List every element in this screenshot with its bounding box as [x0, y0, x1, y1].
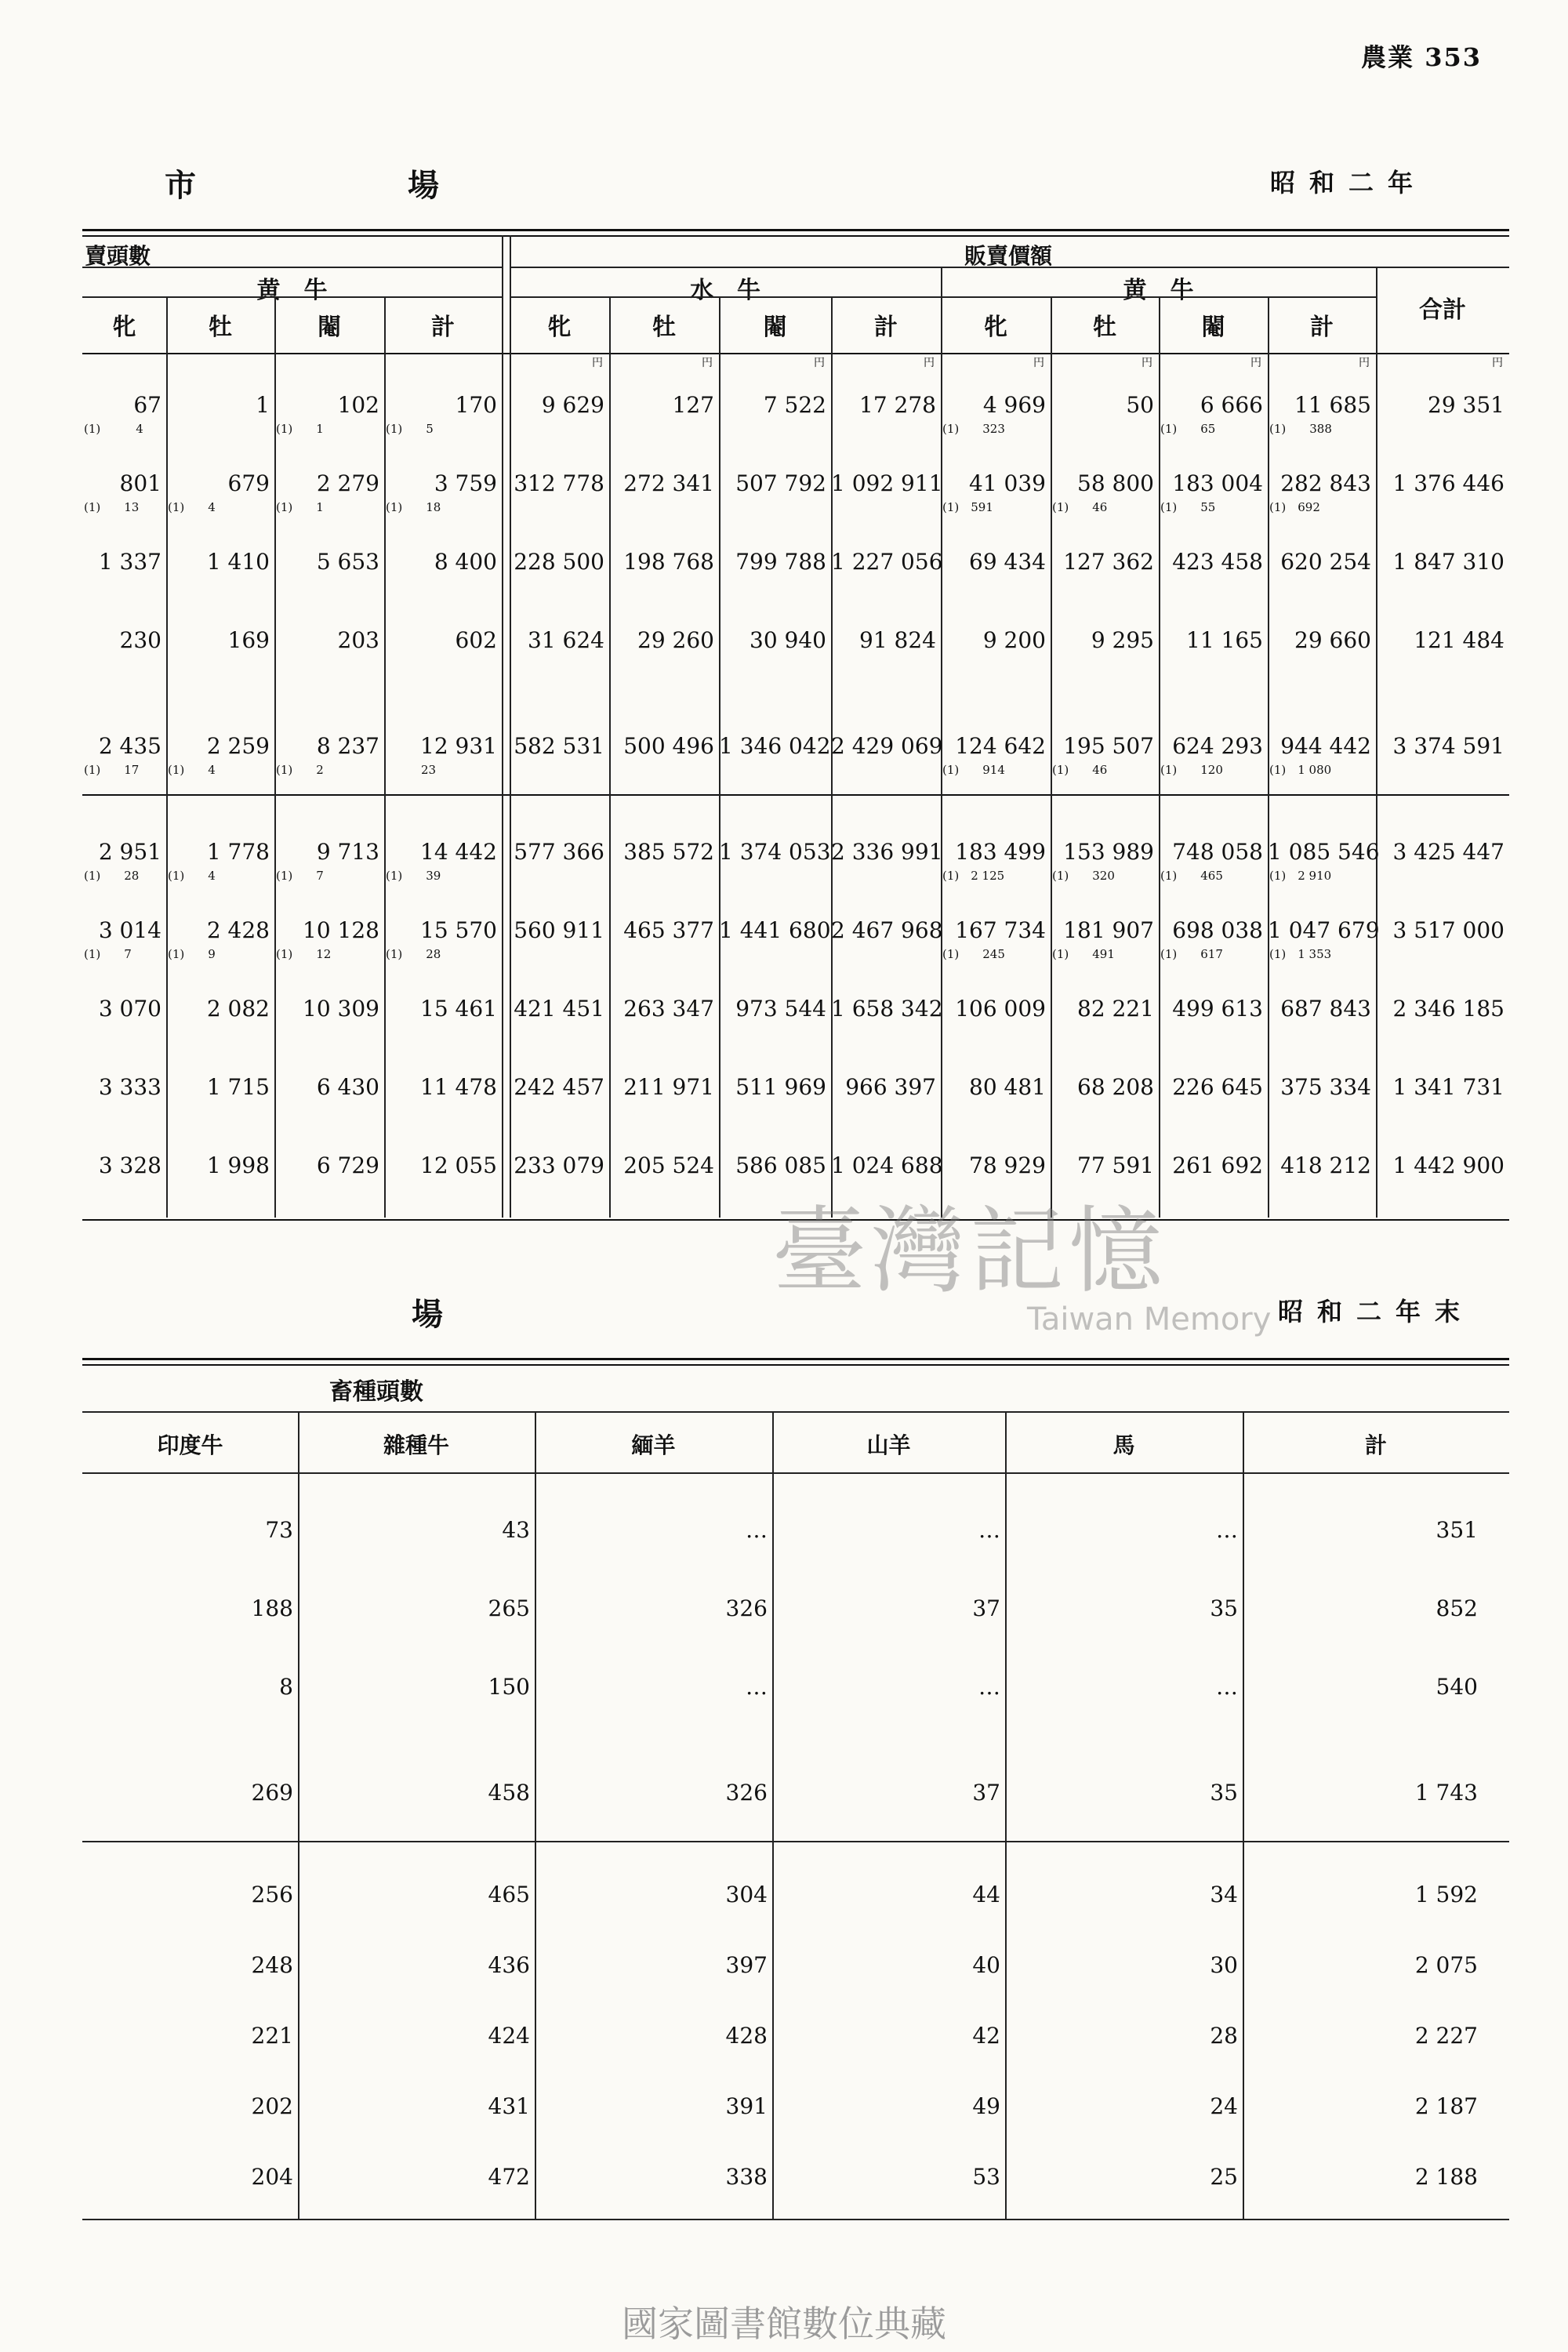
top-cell: 7 522	[763, 392, 826, 418]
bottom-cell: …	[1216, 1517, 1238, 1543]
bottom-cell: 338	[725, 2164, 768, 2190]
top-cell: 282 843	[1280, 470, 1371, 496]
top-subnote: (1) 692	[1269, 500, 1320, 514]
top-subnote: (1) 7	[276, 869, 324, 883]
top-cell: 1 047 679	[1268, 917, 1380, 943]
top-cell: 67	[133, 392, 162, 418]
top-cell: 1 341 731	[1392, 1074, 1504, 1100]
bottom-cell: 8	[279, 1674, 293, 1700]
top-cell: 3 070	[98, 996, 162, 1022]
bottom-cell: 202	[251, 2093, 293, 2119]
top-cell: 181 907	[1063, 917, 1154, 943]
unit-yen-label: 円	[814, 357, 825, 369]
top-cell: 3 328	[98, 1152, 162, 1178]
bottom-cell: …	[746, 1517, 768, 1543]
top-cell: 1 085 546	[1268, 839, 1380, 865]
top-cell: 272 341	[623, 470, 714, 496]
top-subnote: (1) 323	[942, 422, 1005, 436]
bottom-cell: 431	[488, 2093, 530, 2119]
top-subnote: (1) 55	[1160, 500, 1216, 514]
top-subnote: (1) 17	[84, 763, 140, 777]
top-cell: 228 500	[514, 549, 604, 575]
top-col-header: 閹	[318, 314, 341, 341]
bottom-cell: 25	[1210, 2164, 1238, 2190]
bottom-cell: 540	[1436, 1674, 1478, 1700]
top-subnote: (1) 13	[84, 500, 140, 514]
bottom-cell: 34	[1210, 1882, 1238, 1907]
top-cell: 205 524	[623, 1152, 714, 1178]
bottom-col-header: 印度牛	[157, 1432, 223, 1458]
bottom-cell: 37	[972, 1780, 1000, 1806]
top-cell: 499 613	[1172, 996, 1263, 1022]
top-cell: 973 544	[735, 996, 826, 1022]
title-bottom: 場	[412, 1296, 443, 1333]
top-cell: 203	[337, 627, 379, 653]
top-cell: 9 295	[1091, 627, 1154, 653]
top-cell: 2 435	[98, 733, 162, 759]
top-cell: 11 478	[420, 1074, 497, 1100]
bottom-cell: 458	[488, 1780, 530, 1806]
top-cell: 242 457	[514, 1074, 604, 1100]
top-cell: 1 658 342	[831, 996, 943, 1022]
top-table-rule	[82, 229, 1509, 237]
top-cell: 183 004	[1172, 470, 1263, 496]
top-cell: 3 425 447	[1392, 839, 1504, 865]
top-cell: 29 351	[1428, 392, 1504, 418]
top-cell: 6 666	[1200, 392, 1263, 418]
top-cell: 687 843	[1280, 996, 1371, 1022]
top-cell: 29 260	[637, 627, 714, 653]
top-cell: 1 376 446	[1392, 470, 1504, 496]
era-label-top: 昭和二年	[1270, 168, 1428, 198]
bottom-cell: 40	[972, 1952, 1000, 1978]
top-cell: 29 660	[1294, 627, 1371, 653]
bottom-cell: 2 227	[1414, 2023, 1478, 2049]
top-cell: 233 079	[514, 1152, 604, 1178]
top-cell: 9 713	[316, 839, 379, 865]
top-cell: 167 734	[955, 917, 1046, 943]
top-cell: 312 778	[514, 470, 604, 496]
top-cell: 82 221	[1077, 996, 1154, 1022]
top-cell: 586 085	[735, 1152, 826, 1178]
top-cell: 183 499	[955, 839, 1046, 865]
top-cell: 15 570	[420, 917, 497, 943]
top-cell: 12 931	[420, 733, 497, 759]
top-subnote: (1) 28	[84, 869, 140, 883]
top-subnote: (1) 18	[386, 500, 441, 514]
top-subnote: (1) 12	[276, 947, 332, 961]
top-cell: 1 998	[206, 1152, 270, 1178]
bottom-table-rule	[82, 1358, 1509, 1366]
top-cell: 577 366	[514, 839, 604, 865]
bottom-cell: …	[1216, 1674, 1238, 1700]
unit-yen-label: 円	[1492, 357, 1503, 369]
top-cell: 560 911	[514, 917, 604, 943]
top-cell: 195 507	[1063, 733, 1154, 759]
bottom-cell: 35	[1210, 1780, 1238, 1806]
top-cell: 3 333	[98, 1074, 162, 1100]
bottom-cell: 428	[725, 2023, 768, 2049]
unit-yen-label: 円	[1033, 357, 1044, 369]
top-cell: 169	[227, 627, 270, 653]
top-col-header: 閹	[763, 314, 787, 341]
top-cell: 375 334	[1280, 1074, 1371, 1100]
top-subnote: (1) 46	[1052, 500, 1108, 514]
top-subnote: (1) 245	[942, 947, 1005, 961]
top-subnote: (1) 2 125	[942, 869, 1005, 883]
top-cell: 17 278	[859, 392, 936, 418]
bottom-cell: …	[746, 1674, 768, 1700]
top-cell: 2 336 991	[831, 839, 943, 865]
top-cell: 4 969	[982, 392, 1046, 418]
top-cell: 799 788	[735, 549, 826, 575]
top-cell: 1 847 310	[1392, 549, 1504, 575]
top-cell: 31 624	[528, 627, 604, 653]
bottom-cell: …	[978, 1517, 1000, 1543]
bottom-cell: 326	[725, 1780, 768, 1806]
bottom-cell: 472	[488, 2164, 530, 2190]
top-cell: 6 430	[316, 1074, 379, 1100]
footer-archive: 國家圖書館數位典藏	[622, 2303, 946, 2345]
top-cell: 1 715	[206, 1074, 270, 1100]
top-cell: 679	[227, 470, 270, 496]
title-market-right: 場	[408, 167, 439, 204]
group-sale-price: 販賣價額	[964, 243, 1053, 269]
top-cell: 801	[119, 470, 162, 496]
top-col-header: 牝	[984, 314, 1007, 341]
top-cell: 944 442	[1280, 733, 1371, 759]
top-col-header: 牡	[1093, 314, 1116, 341]
top-cell: 1 337	[98, 549, 162, 575]
top-subnote: (1) 2 910	[1269, 869, 1332, 883]
top-cell: 261 692	[1172, 1152, 1263, 1178]
top-subnote: (1) 4	[168, 869, 216, 883]
top-cell: 170	[455, 392, 497, 418]
bottom-col-header: 計	[1364, 1432, 1387, 1458]
title-market-left: 市	[165, 167, 196, 204]
top-subnote: (1) 591	[942, 500, 993, 514]
top-subnote: (1) 1	[276, 422, 324, 436]
top-subnote: (1) 1	[276, 500, 324, 514]
top-subnote: (1) 320	[1052, 869, 1115, 883]
top-subnote: (1) 2	[276, 763, 324, 777]
top-cell: 198 768	[623, 549, 714, 575]
unit-yen-label: 円	[592, 357, 603, 369]
top-cell: 2 259	[206, 733, 270, 759]
top-subnote: (1) 9	[168, 947, 216, 961]
era-label-bottom: 昭和二年末	[1278, 1297, 1475, 1327]
bottom-cell: 424	[488, 2023, 530, 2049]
top-cell: 2 429 069	[831, 733, 943, 759]
top-col-header: 計	[874, 314, 898, 341]
header-grand-total: 合計	[1419, 296, 1466, 324]
top-cell: 385 572	[623, 839, 714, 865]
top-subnote: (1) 28	[386, 947, 441, 961]
top-cell: 465 377	[623, 917, 714, 943]
bottom-cell: 28	[1210, 2023, 1238, 2049]
top-cell: 58 800	[1077, 470, 1154, 496]
bottom-cell: 465	[488, 1882, 530, 1907]
top-cell: 624 293	[1172, 733, 1263, 759]
top-cell: 121 484	[1414, 627, 1504, 653]
top-cell: 102	[337, 392, 379, 418]
top-col-header: 閹	[1201, 314, 1225, 341]
top-subnote: (1) 4	[84, 422, 143, 436]
bottom-cell: 188	[251, 1595, 293, 1621]
top-cell: 2 346 185	[1392, 996, 1504, 1022]
watermark-chinese: 臺灣記憶	[772, 1197, 1167, 1306]
top-cell: 5 653	[316, 549, 379, 575]
bottom-cell: 1 592	[1414, 1882, 1478, 1907]
top-col-header: 牝	[547, 314, 572, 341]
top-cell: 30 940	[750, 627, 826, 653]
top-cell: 41 039	[969, 470, 1046, 496]
top-subnote: (1) 46	[1052, 763, 1108, 777]
bottom-cell: 1 743	[1414, 1780, 1478, 1806]
top-cell: 500 496	[623, 733, 714, 759]
bottom-cell: 269	[251, 1780, 293, 1806]
top-cell: 127 362	[1063, 549, 1154, 575]
top-cell: 69 434	[969, 549, 1046, 575]
watermark-english: Taiwan Memory	[1027, 1301, 1272, 1338]
top-subnote: (1) 120	[1160, 763, 1223, 777]
top-subnote: (1) 4	[168, 763, 216, 777]
top-subnote: (1) 4	[168, 500, 216, 514]
bottom-cell: 150	[488, 1674, 530, 1700]
top-cell: 602	[455, 627, 497, 653]
top-subnote: (1) 388	[1269, 422, 1332, 436]
page-header: 農業 353	[1361, 42, 1482, 72]
top-cell: 230	[119, 627, 162, 653]
unit-yen-label: 円	[1142, 357, 1152, 369]
top-subnote: (1) 65	[1160, 422, 1216, 436]
unit-yen-label: 円	[1359, 357, 1370, 369]
top-cell: 8 237	[316, 733, 379, 759]
bottom-cell: 37	[972, 1595, 1000, 1621]
top-col-header: 牝	[112, 314, 136, 341]
bottom-cell: 2 075	[1414, 1952, 1478, 1978]
top-cell: 748 058	[1172, 839, 1263, 865]
bottom-cell: 73	[265, 1517, 293, 1543]
bottom-col-header: 雜種牛	[383, 1432, 449, 1458]
bottom-cell: 2 187	[1414, 2093, 1478, 2119]
top-cell: 1 024 688	[831, 1152, 943, 1178]
top-cell: 423 458	[1172, 549, 1263, 575]
top-cell: 2 279	[316, 470, 379, 496]
bottom-cell: 204	[251, 2164, 293, 2190]
top-cell: 80 481	[969, 1074, 1046, 1100]
top-cell: 511 969	[735, 1074, 826, 1100]
top-cell: 1 092 911	[831, 470, 943, 496]
bottom-cell: 49	[972, 2093, 1000, 2119]
top-cell: 153 989	[1063, 839, 1154, 865]
top-cell: 10 309	[303, 996, 379, 1022]
top-cell: 421 451	[514, 996, 604, 1022]
top-subnote: (1) 914	[942, 763, 1005, 777]
top-subnote: 23	[386, 763, 437, 777]
top-cell: 6 729	[316, 1152, 379, 1178]
bottom-cell: 30	[1210, 1952, 1238, 1978]
top-cell: 8 400	[434, 549, 497, 575]
top-cell: 68 208	[1077, 1074, 1154, 1100]
top-subnote: (1) 491	[1052, 947, 1115, 961]
bottom-cell: …	[978, 1674, 1000, 1700]
sub-water-buffalo: 水 牛	[690, 277, 760, 304]
top-cell: 3 759	[434, 470, 497, 496]
top-cell: 77 591	[1077, 1152, 1154, 1178]
bottom-cell: 248	[251, 1952, 293, 1978]
top-cell: 1 410	[206, 549, 270, 575]
bottom-cell: 256	[251, 1882, 293, 1907]
top-cell: 1 374 053	[719, 839, 831, 865]
bottom-cell: 2 188	[1414, 2164, 1478, 2190]
top-cell: 1 441 680	[719, 917, 831, 943]
top-subnote: (1) 39	[386, 869, 441, 883]
top-col-header: 牡	[209, 314, 232, 341]
bottom-cell: 44	[972, 1882, 1000, 1907]
top-cell: 966 397	[845, 1074, 936, 1100]
top-cell: 582 531	[514, 733, 604, 759]
top-cell: 50	[1126, 392, 1154, 418]
top-cell: 1 346 042	[719, 733, 831, 759]
top-cell: 1 442 900	[1392, 1152, 1504, 1178]
top-cell: 2 428	[206, 917, 270, 943]
sub-yellow-cattle-price: 黄 牛	[1123, 277, 1194, 304]
top-subnote: (1) 1 080	[1269, 763, 1332, 777]
bottom-cell: 221	[251, 2023, 293, 2049]
bottom-cell: 43	[502, 1517, 530, 1543]
bottom-cell: 326	[725, 1595, 768, 1621]
unit-yen-label: 円	[702, 357, 713, 369]
top-col-header: 牡	[652, 314, 676, 341]
bottom-cell: 24	[1210, 2093, 1238, 2119]
top-cell: 14 442	[420, 839, 497, 865]
top-cell: 9 200	[982, 627, 1046, 653]
top-cell: 91 824	[859, 627, 936, 653]
top-cell: 2 951	[98, 839, 162, 865]
top-cell: 1 227 056	[831, 549, 943, 575]
top-cell: 418 212	[1280, 1152, 1371, 1178]
top-subnote: (1) 7	[84, 947, 132, 961]
top-cell: 2 082	[206, 996, 270, 1022]
top-cell: 620 254	[1280, 549, 1371, 575]
group-sale-heads: 賣頭數	[85, 243, 151, 269]
top-cell: 127	[672, 392, 714, 418]
top-cell: 9 629	[541, 392, 604, 418]
top-cell: 2 467 968	[831, 917, 943, 943]
top-cell: 698 038	[1172, 917, 1263, 943]
top-cell: 12 055	[420, 1152, 497, 1178]
top-cell: 124 642	[955, 733, 1046, 759]
bottom-cell: 265	[488, 1595, 530, 1621]
top-cell: 11 165	[1186, 627, 1263, 653]
top-cell: 1 778	[206, 839, 270, 865]
unit-yen-label: 円	[924, 357, 935, 369]
top-cell: 3 517 000	[1392, 917, 1504, 943]
top-cell: 3 374 591	[1392, 733, 1504, 759]
top-col-header: 計	[1310, 314, 1334, 341]
bottom-cell: 436	[488, 1952, 530, 1978]
top-subnote: (1) 465	[1160, 869, 1223, 883]
group-livestock-count: 畜種頭數	[329, 1378, 423, 1406]
bottom-cell: 351	[1436, 1517, 1478, 1543]
top-cell: 10 128	[303, 917, 379, 943]
top-cell: 78 929	[969, 1152, 1046, 1178]
top-cell: 106 009	[955, 996, 1046, 1022]
top-col-header: 計	[431, 314, 455, 341]
top-subnote: (1) 5	[386, 422, 434, 436]
bottom-cell: 397	[725, 1952, 768, 1978]
bottom-col-header: 山羊	[866, 1432, 911, 1458]
bottom-cell: 391	[725, 2093, 768, 2119]
top-cell: 1	[256, 392, 270, 418]
top-cell: 507 792	[735, 470, 826, 496]
bottom-cell: 304	[725, 1882, 768, 1907]
top-cell: 211 971	[623, 1074, 714, 1100]
bottom-col-header: 馬	[1112, 1432, 1135, 1458]
top-cell: 3 014	[98, 917, 162, 943]
top-cell: 11 685	[1294, 392, 1371, 418]
top-subnote: (1) 1 353	[1269, 947, 1332, 961]
top-subnote: (1) 617	[1160, 947, 1223, 961]
bottom-cell: 53	[972, 2164, 1000, 2190]
bottom-cell: 35	[1210, 1595, 1238, 1621]
bottom-cell: 42	[972, 2023, 1000, 2049]
bottom-cell: 852	[1436, 1595, 1478, 1621]
top-cell: 226 645	[1172, 1074, 1263, 1100]
bottom-col-header: 緬羊	[631, 1432, 676, 1458]
unit-yen-label: 円	[1250, 357, 1261, 369]
top-cell: 263 347	[623, 996, 714, 1022]
sub-yellow-cattle-heads: 黄 牛	[256, 277, 328, 304]
top-cell: 15 461	[420, 996, 497, 1022]
